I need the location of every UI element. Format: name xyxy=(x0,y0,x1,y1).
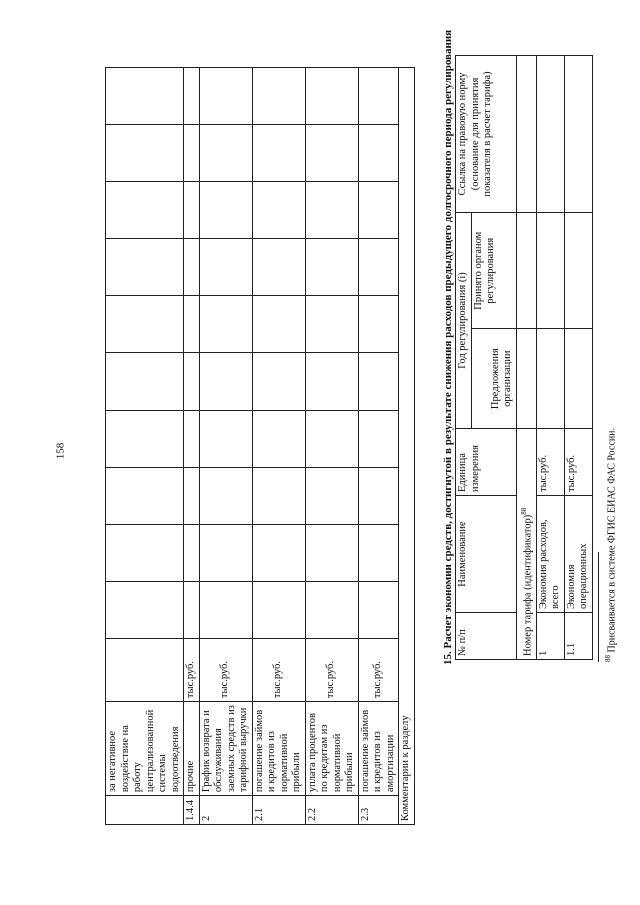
empty-cell xyxy=(305,68,358,125)
empty-cell xyxy=(106,353,184,410)
row-number: 2.2 xyxy=(305,796,358,825)
empty-cell xyxy=(305,467,358,524)
empty-cell xyxy=(252,353,305,410)
empty-cell xyxy=(305,125,358,182)
row-number: 1.4.4 xyxy=(184,796,200,825)
table-row xyxy=(184,68,200,825)
row-unit: тыс.руб. xyxy=(305,638,358,701)
empty-cell xyxy=(106,239,184,296)
footnote-text: Присваивается в системе ФГИС ЕИАС ФАС России. xyxy=(606,427,618,653)
table-row xyxy=(305,68,358,825)
empty-cell xyxy=(252,467,305,524)
empty-cell xyxy=(106,296,184,353)
empty-cell xyxy=(536,213,564,329)
row-unit: тыс.руб. xyxy=(536,429,564,496)
tariff-row-label xyxy=(516,429,536,660)
row-name: График возврата и обслуживания заемных средств из тарифной выручки xyxy=(199,702,252,796)
empty-cell xyxy=(199,68,252,125)
empty-cell xyxy=(184,125,200,182)
empty-cell xyxy=(252,182,305,239)
empty-cell xyxy=(184,410,200,467)
empty-cell xyxy=(305,353,358,410)
empty-cell xyxy=(106,125,184,182)
empty-cell xyxy=(106,524,184,581)
row-name: прочие xyxy=(184,702,200,796)
empty-cell xyxy=(199,353,252,410)
section-comment: Комментарии к разделу xyxy=(399,68,415,825)
tariff-cell xyxy=(516,329,536,429)
empty-cell xyxy=(184,524,200,581)
header-unit: Единица измерения xyxy=(456,429,517,496)
header-proposal: Предложения организации xyxy=(471,329,516,429)
empty-cell xyxy=(252,68,305,125)
empty-cell xyxy=(184,353,200,410)
tariff-footnote-mark: 88 xyxy=(519,507,528,515)
empty-cell xyxy=(106,182,184,239)
empty-cell xyxy=(358,467,399,524)
header-name: Наименование xyxy=(456,496,517,613)
empty-cell xyxy=(358,353,399,410)
empty-cell xyxy=(536,329,564,429)
empty-cell xyxy=(199,581,252,638)
page-number: 158 xyxy=(54,442,67,460)
empty-cell xyxy=(358,524,399,581)
empty-cell xyxy=(252,239,305,296)
empty-cell xyxy=(184,68,200,125)
empty-cell xyxy=(358,125,399,182)
tariff-cell xyxy=(516,56,536,213)
row-num: 1 xyxy=(536,613,564,660)
empty-cell xyxy=(358,581,399,638)
comment-row xyxy=(399,68,415,825)
empty-cell xyxy=(106,68,184,125)
empty-cell xyxy=(358,410,399,467)
savings-table xyxy=(455,55,593,660)
empty-cell xyxy=(199,524,252,581)
footnote-mark: 88 xyxy=(604,655,612,662)
row-name: уплата процентов по кредитам из нормативной прибыли xyxy=(305,702,358,796)
row-unit: тыс.руб. xyxy=(564,429,592,496)
empty-cell xyxy=(536,56,564,213)
table-row xyxy=(252,68,305,825)
row-unit: тыс.руб. xyxy=(184,638,200,701)
budget-table xyxy=(105,67,415,825)
table-row xyxy=(106,68,184,825)
empty-cell xyxy=(305,296,358,353)
empty-cell xyxy=(199,239,252,296)
section-15-title: 15. Расчет экономии средств, достигнутой в результате снижения расходов предыдущего долгосрочного периода регулирования xyxy=(442,29,454,665)
tariff-row-text: Номер тарифа (идентификатор) xyxy=(522,514,533,656)
empty-cell xyxy=(305,524,358,581)
empty-cell xyxy=(358,182,399,239)
row-name: за негативное воздействие на работу централизованной системы водоотведения xyxy=(106,702,184,796)
empty-cell xyxy=(184,581,200,638)
table-row xyxy=(536,56,564,660)
empty-cell xyxy=(106,581,184,638)
empty-cell xyxy=(199,410,252,467)
row-name: Экономия расходов, всего xyxy=(536,496,564,613)
row-num: 1.1 xyxy=(564,613,592,660)
empty-cell xyxy=(184,239,200,296)
header-year: Год регулирования (i) xyxy=(456,213,472,429)
empty-cell xyxy=(252,410,305,467)
row-unit: тыс.руб. xyxy=(199,638,252,701)
empty-cell xyxy=(358,68,399,125)
empty-cell xyxy=(184,467,200,524)
tariff-cell xyxy=(516,213,536,329)
row-number: 2 xyxy=(199,796,252,825)
row-number: 2.1 xyxy=(252,796,305,825)
header-accepted: Принято органом регулирования xyxy=(471,213,516,329)
empty-cell xyxy=(252,581,305,638)
row-number xyxy=(106,796,184,825)
table-row xyxy=(358,68,399,825)
table-row xyxy=(564,56,592,660)
empty-cell xyxy=(252,125,305,182)
empty-cell xyxy=(358,296,399,353)
empty-cell xyxy=(305,182,358,239)
row-unit: тыс.руб. xyxy=(358,638,399,701)
header-link: Ссылка на правовую норму (основание для принятия показателя в расчет тарифа) xyxy=(456,56,517,213)
empty-cell xyxy=(305,410,358,467)
empty-cell xyxy=(252,296,305,353)
empty-cell xyxy=(305,581,358,638)
row-name: Экономия операционных xyxy=(564,496,592,613)
empty-cell xyxy=(106,410,184,467)
empty-cell xyxy=(199,182,252,239)
row-number: 2.3 xyxy=(358,796,399,825)
row-name: погашение займов и кредитов из амортизации xyxy=(358,702,399,796)
row-name: погашение займов и кредитов из нормативной прибыли xyxy=(252,702,305,796)
empty-cell xyxy=(184,182,200,239)
empty-cell xyxy=(199,296,252,353)
row-unit: тыс.руб. xyxy=(252,638,305,701)
footnote xyxy=(604,428,617,662)
empty-cell xyxy=(564,56,592,213)
empty-cell xyxy=(106,467,184,524)
table-row xyxy=(199,68,252,825)
footnote-divider xyxy=(598,552,599,662)
empty-cell xyxy=(305,239,358,296)
empty-cell xyxy=(252,524,305,581)
empty-cell xyxy=(199,125,252,182)
header-num: № п/п xyxy=(456,613,517,660)
row-unit xyxy=(106,638,184,701)
empty-cell xyxy=(184,296,200,353)
empty-cell xyxy=(564,329,592,429)
empty-cell xyxy=(199,467,252,524)
empty-cell xyxy=(358,239,399,296)
empty-cell xyxy=(564,213,592,329)
